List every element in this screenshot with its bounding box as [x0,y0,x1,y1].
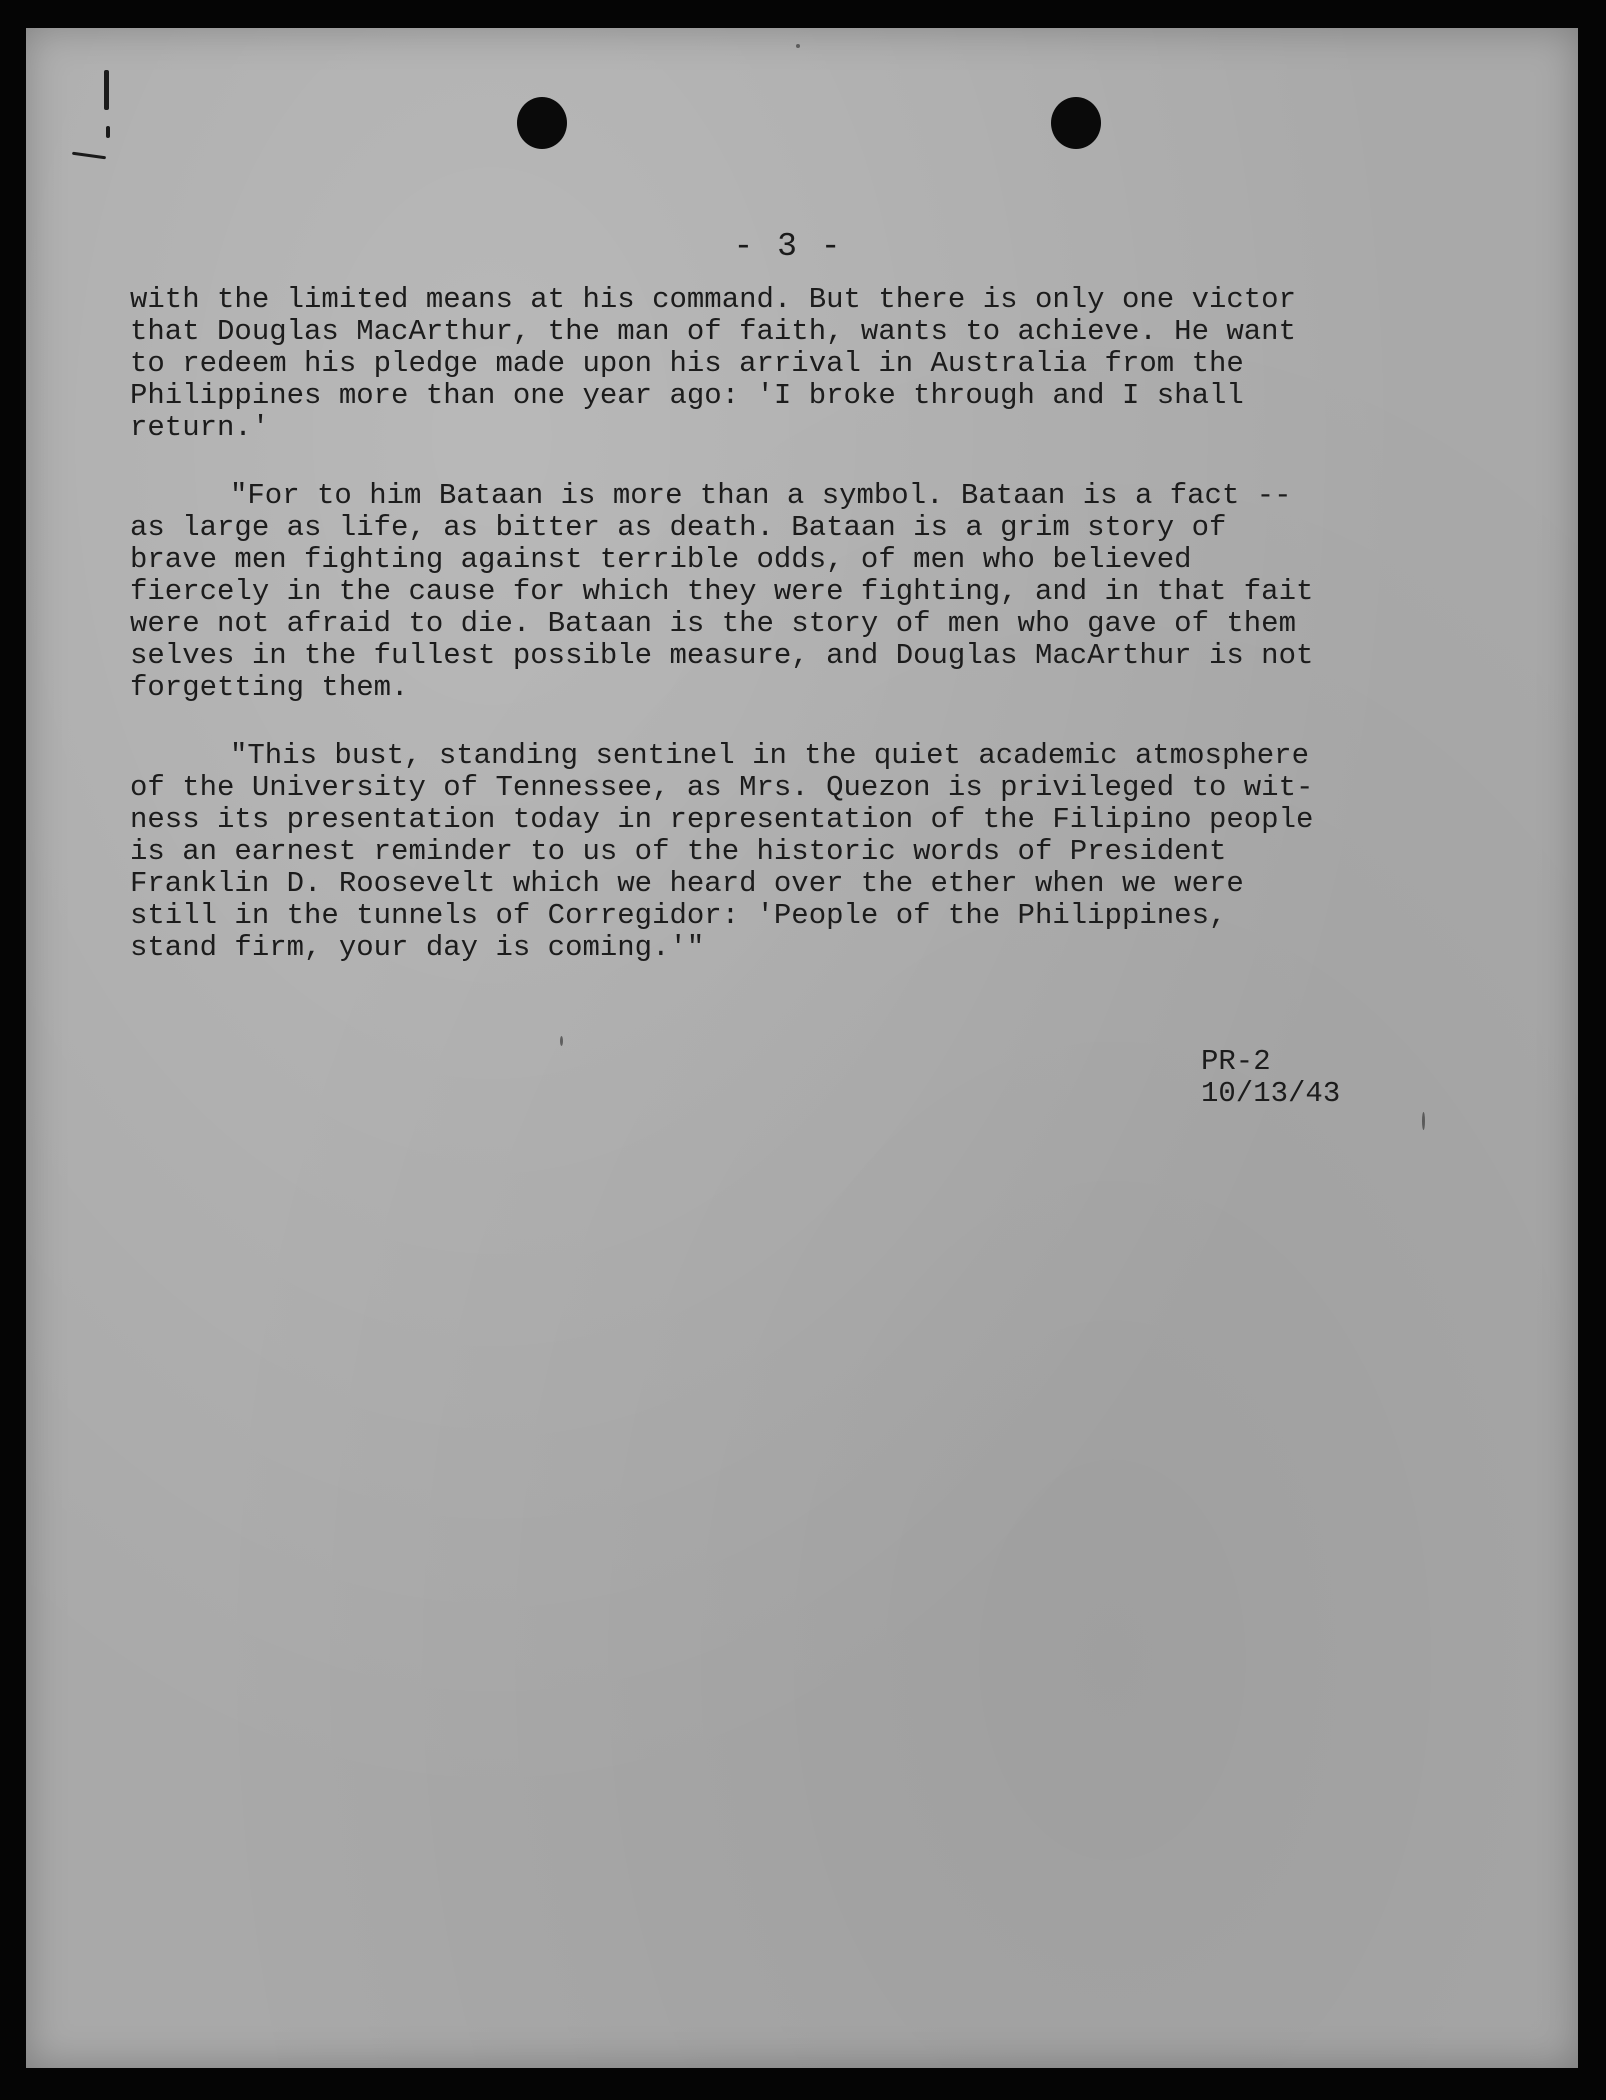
text-line: that Douglas MacArthur, the man of faith, wants to achieve. He want [130,315,1296,348]
punch-hole-right [1051,97,1101,149]
letter-body [130,284,1510,1000]
text-line: return.' [130,411,270,444]
scan-speck [560,1036,563,1046]
text-line: ness its presentation today in representation of the Filipino people [130,803,1314,836]
reference-block [1201,1046,1340,1110]
paragraph-1 [130,284,1510,444]
edge-mark [106,126,110,138]
scan-speck [1422,1112,1425,1130]
text-line: "This bust, standing sentinel in the quiet academic atmosphere [230,739,1309,772]
text-line: Philippines more than one year ago: 'I broke through and I shall [130,379,1244,412]
page-number: - 3 - [733,228,843,265]
edge-mark [104,70,109,110]
reference-date: 10/13/43 [1201,1077,1341,1110]
punch-hole-left [517,97,567,149]
reference-code: PR-2 [1201,1045,1271,1078]
edge-mark [72,152,106,160]
text-line: stand firm, your day is coming.'" [130,931,705,964]
text-line: as large as life, as bitter as death. Bataan is a grim story of [130,511,1227,544]
text-line: forgetting them. [130,671,409,704]
text-line: were not afraid to die. Bataan is the story of men who gave of them [130,607,1296,640]
text-line: with the limited means at his command. But there is only one victor [130,283,1296,316]
text-line: Franklin D. Roosevelt which we heard over the ether when we were [130,867,1244,900]
text-line: fiercely in the cause for which they were fighting, and in that fait [130,575,1314,608]
scan-speck [796,44,800,48]
text-line: still in the tunnels of Corregidor: 'People of the Philippines, [130,899,1227,932]
text-line: "For to him Bataan is more than a symbol. Bataan is a fact -- [230,479,1292,512]
paragraph-3 [130,740,1510,964]
text-line: of the University of Tennessee, as Mrs. Quezon is privileged to wit- [130,771,1314,804]
text-line: brave men fighting against terrible odds, of men who believed [130,543,1192,576]
document-page [26,28,1578,2068]
paragraph-2 [130,480,1510,704]
text-line: to redeem his pledge made upon his arrival in Australia from the [130,347,1244,380]
text-line: selves in the fullest possible measure, and Douglas MacArthur is not [130,639,1314,672]
text-line: is an earnest reminder to us of the historic words of President [130,835,1227,868]
